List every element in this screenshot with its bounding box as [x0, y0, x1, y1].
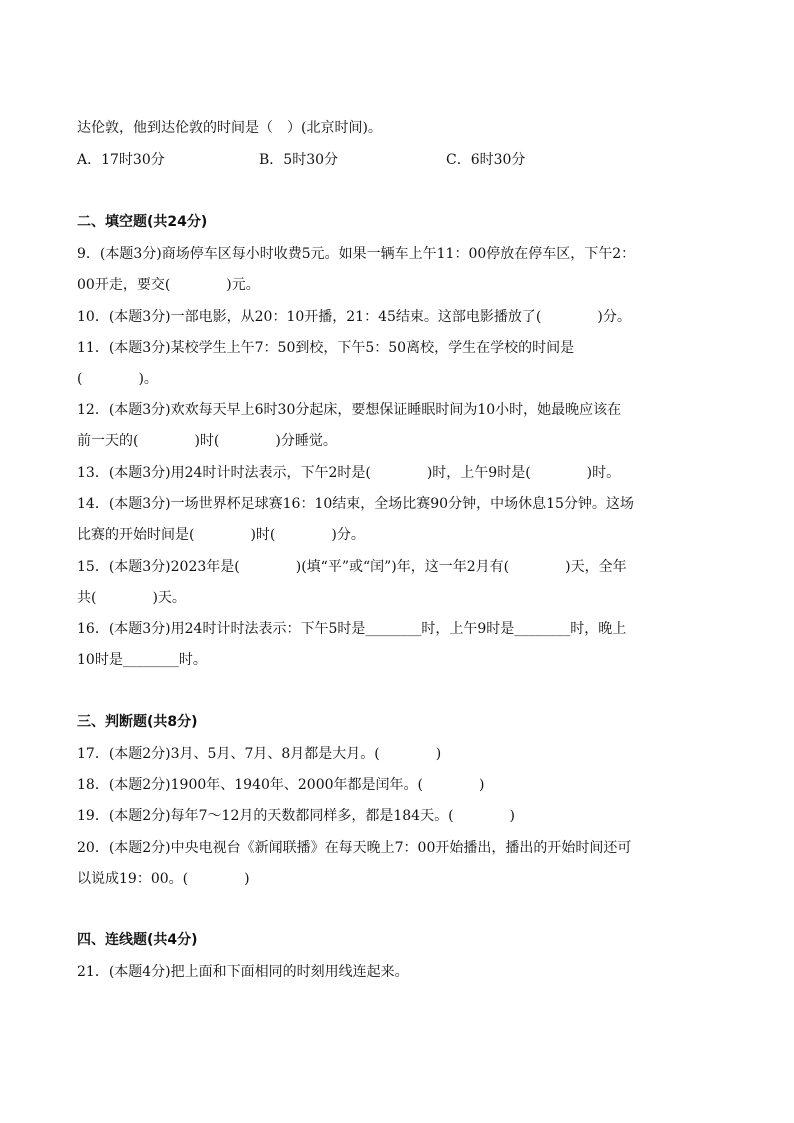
question-12-line-1: 12．(本题3分)欢欢每天早上6时30分起床，要想保证睡眠时间为10小时，她最晚应该在 — [77, 402, 622, 418]
question-11-line-2: ( )。 — [77, 371, 158, 387]
question-12-line-2: 前一天的( )时( )分睡觉。 — [77, 433, 337, 449]
question-9-line-2: 00开走，要交( )元。 — [77, 277, 260, 293]
question-15-line-2: 共( )天。 — [77, 590, 186, 606]
question-21: 21．(本题4分)把上面和下面相同的时刻用线连起来。 — [77, 964, 409, 980]
option-c: C．6时30分 — [446, 152, 526, 168]
question-18: 18．(本题2分)1900年、1940年、2000年都是闰年。( ) — [77, 777, 485, 793]
option-a: A．17时30分 — [77, 152, 165, 168]
section-3-title: 三、判断题(共8分) — [77, 714, 198, 730]
question-19: 19．(本题2分)每年7～12月的天数都同样多，都是184天。( ) — [77, 808, 516, 824]
question-15-line-1: 15．(本题3分)2023年是( )(填“平”或“闰”)年，这一年2月有( )天，全年 — [77, 559, 627, 575]
question-14-line-2: 比赛的开始时间是( )时( )分。 — [77, 527, 365, 543]
question-10: 10．(本题3分)一部电影，从20：10开播，21：45结束。这部电影播放了( )分。 — [77, 309, 631, 325]
option-b: B．5时30分 — [259, 152, 339, 168]
question-8-continuation: 达伦敦，他到达伦敦的时间是（ ）(北京时间)。 — [77, 120, 382, 136]
question-20-line-2: 以说成19：00。( ) — [77, 871, 250, 887]
question-13: 13．(本题3分)用24时计时法表示，下午2时是( )时，上午9时是( )时。 — [77, 465, 621, 481]
question-11-line-1: 11．(本题3分)某校学生上午7：50到校，下午5：50离校，学生在学校的时间是 — [77, 340, 575, 356]
section-4-title: 四、连线题(共4分) — [77, 932, 198, 948]
question-17: 17．(本题2分)3月、5月、7月、8月都是大月。( ) — [77, 746, 442, 762]
question-16-line-1: 16．(本题3分)用24时计时法表示：下午5时是________时，上午9时是________时，晚上 — [77, 621, 627, 637]
question-16-line-2: 10时是________时。 — [77, 652, 207, 668]
question-14-line-1: 14．(本题3分)一场世界杯足球赛16：10结束，全场比赛90分钟，中场休息15分钟。这场 — [77, 496, 634, 512]
question-20-line-1: 20．(本题2分)中央电视台《新闻联播》在每天晚上7：00开始播出，播出的开始时间还可 — [77, 840, 632, 856]
section-2-title: 二、填空题(共24分) — [77, 214, 208, 230]
question-9-line-1: 9．(本题3分)商场停车区每小时收费5元。如果一辆车上午11：00停放在停车区，下午2： — [77, 246, 636, 262]
